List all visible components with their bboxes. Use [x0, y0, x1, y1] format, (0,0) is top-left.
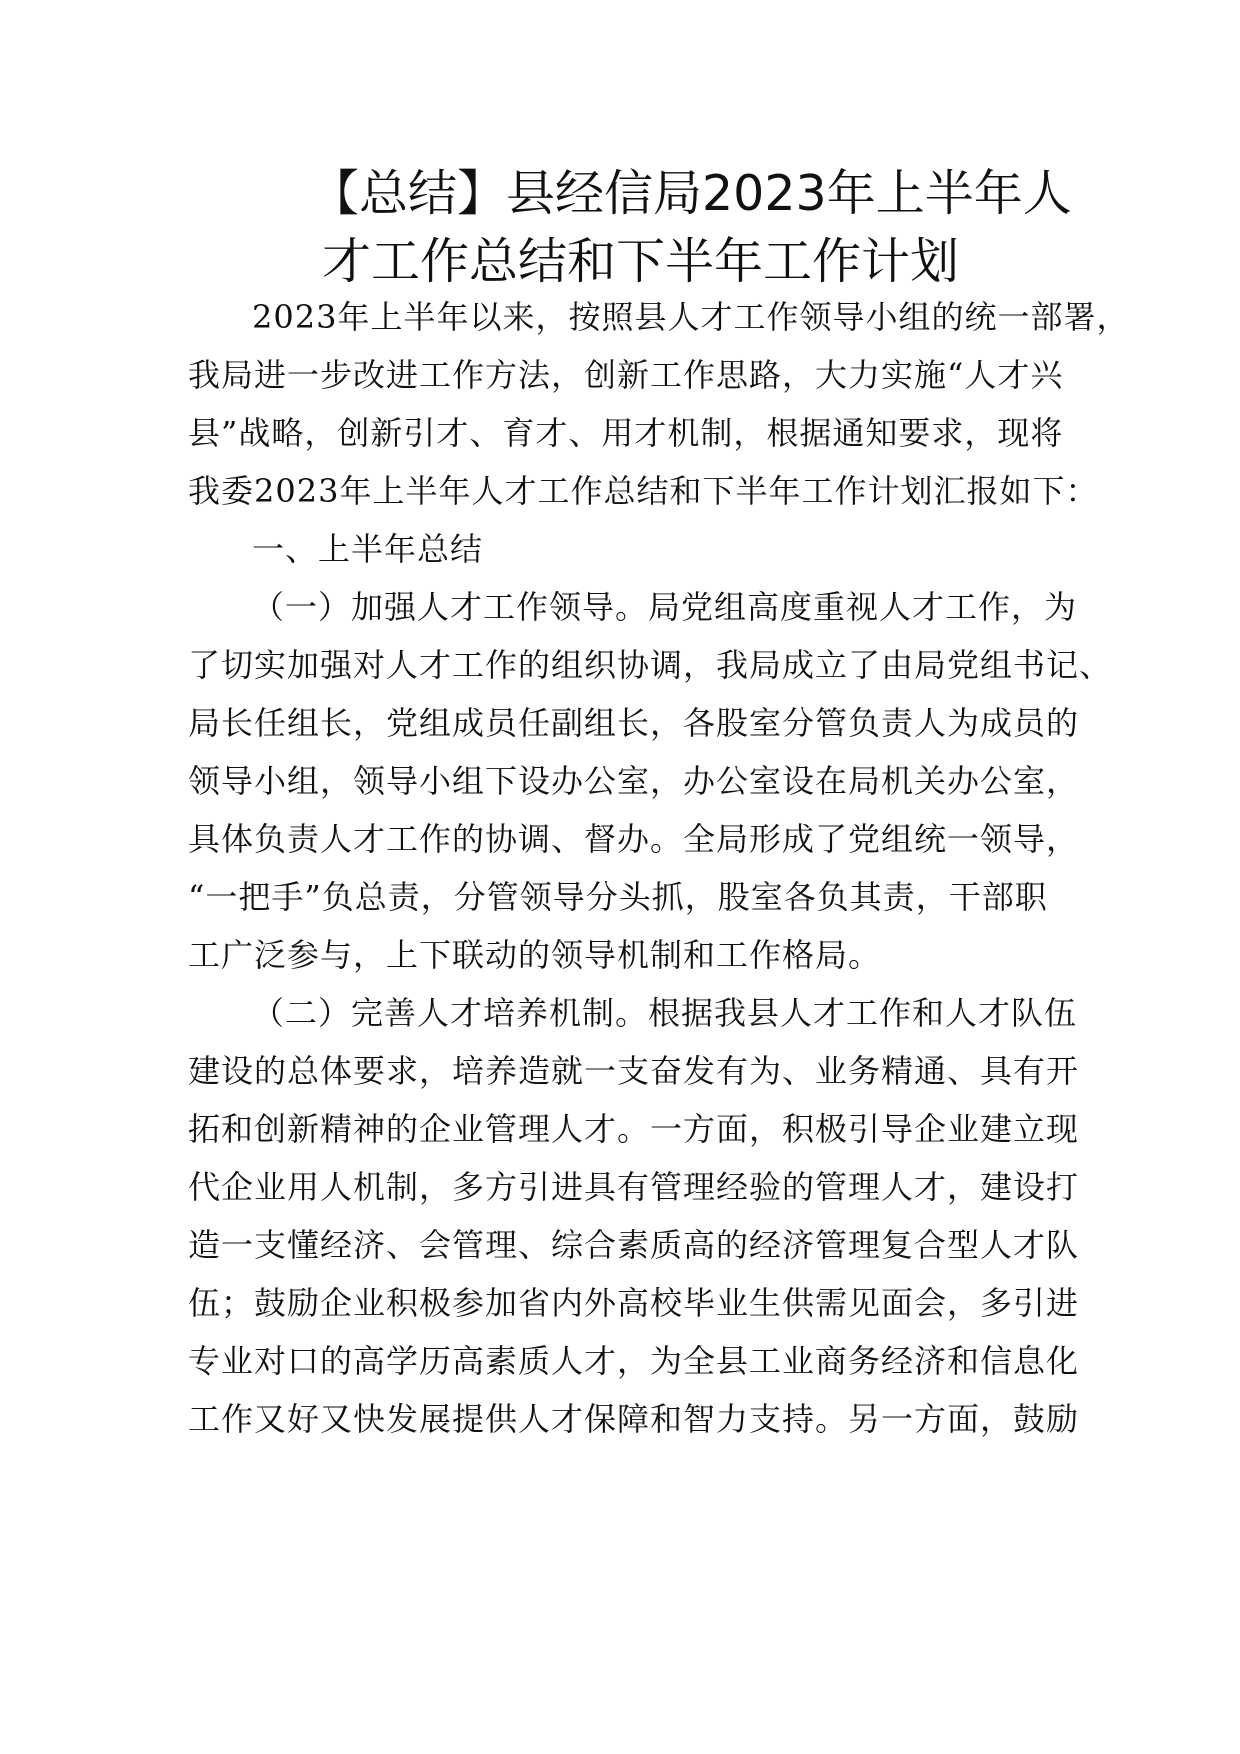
body-line: 造一支懂经济、会管理、综合素质高的经济管理复合型人才队 [188, 1226, 1080, 1264]
body-line: 县”战略，创新引才、育才、用才机制，根据通知要求，现将 [188, 414, 1064, 452]
body-line: 我局进一步改进工作方法，创新工作思路，大力实施“人才兴 [188, 356, 1064, 394]
body-line: 工作又好又快发展提供人才保障和智力支持。另一方面，鼓励 [188, 1400, 1080, 1438]
body-line: 建设的总体要求，培养造就一支奋发有为、业务精通、具有开 [188, 1052, 1080, 1090]
body-line: （一）加强人才工作领导。局党组高度重视人才工作，为 [252, 588, 1078, 626]
body-line: （二）完善人才培养机制。根据我县人才工作和人才队伍 [252, 994, 1078, 1032]
body-line: 代企业用人机制，多方引进具有管理经验的管理人才，建设打 [188, 1168, 1080, 1206]
body-line: “一把手”负总责，分管领导分头抓，股室各负其责，干部职 [188, 878, 1048, 916]
body-line: 领导小组，领导小组下设办公室，办公室设在局机关办公室， [188, 762, 1080, 800]
body-line: 拓和创新精神的企业管理人才。一方面，积极引导企业建立现 [188, 1110, 1080, 1148]
body-line: 工广泛参与，上下联动的领导机制和工作格局。 [188, 936, 882, 974]
document-title [310, 160, 1070, 296]
body-line: 局长任组长，党组成员任副组长，各股室分管负责人为成员的 [188, 704, 1080, 742]
title-line-1: 【总结】县经信局2023年上半年人 [310, 165, 1072, 222]
section-heading: 一、上半年总结 [252, 530, 484, 568]
title-line-2: 才工作总结和下半年工作计划 [322, 233, 960, 290]
body-line: 伍；鼓励企业积极参加省内外高校毕业生供需见面会，多引进 [188, 1284, 1080, 1322]
body-line: 我委2023年上半年人才工作总结和下半年工作计划汇报如下： [188, 472, 1099, 510]
body-line: 2023年上半年以来，按照县人才工作领导小组的统一部署， [252, 298, 1130, 336]
body-line: 专业对口的高学历高素质人才，为全县工业商务经济和信息化 [188, 1342, 1080, 1380]
body-line: 了切实加强对人才工作的组织协调，我局成立了由局党组书记、 [188, 646, 1113, 684]
body-line: 具体负责人才工作的协调、督办。全局形成了党组统一领导， [188, 820, 1080, 858]
